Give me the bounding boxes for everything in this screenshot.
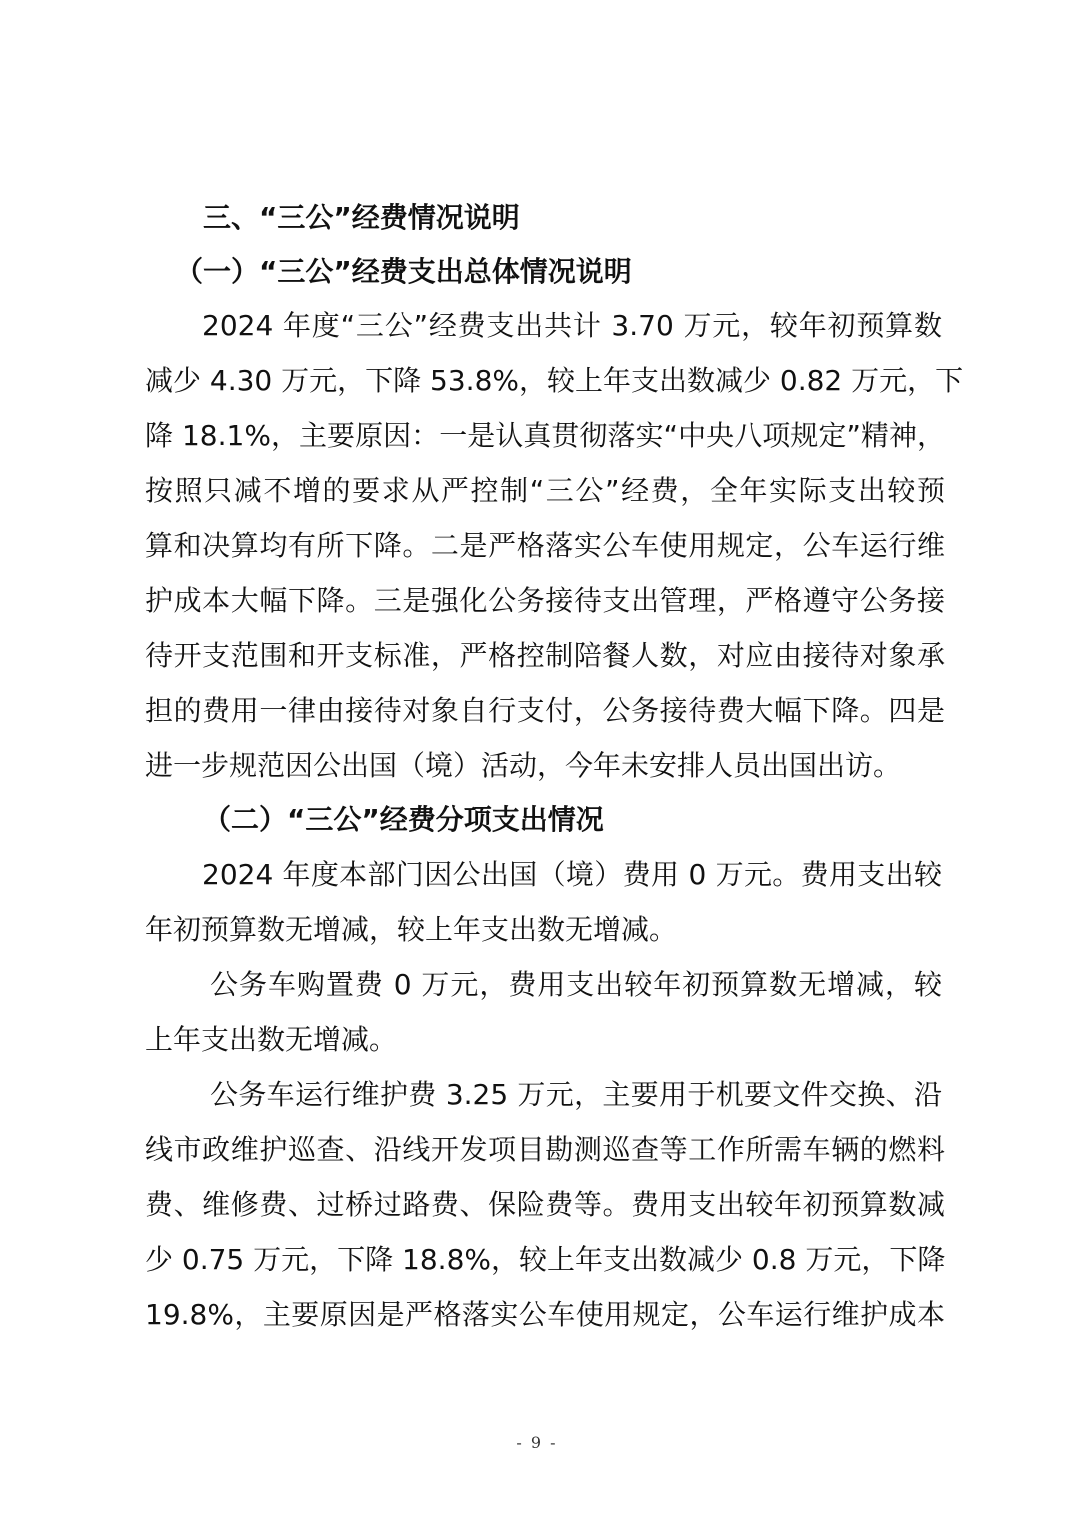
subsection-heading-breakdown: （二）“三公”经费分项支出情况 <box>203 803 604 836</box>
para4-line-3: 费、维修费、过桥过路费、保险费等。费用支出较年初预算数减 <box>145 1188 945 1221</box>
para1-line-4: 按照只减不增的要求从严控制“三公”经费，全年实际支出较预 <box>145 474 945 507</box>
para1-line-2: 减少 4.30 万元，下降 53.8%，较上年支出数减少 0.82 万元，下 <box>145 364 964 397</box>
page-number: - 9 - <box>516 1433 558 1452</box>
para4-line-4: 少 0.75 万元，下降 18.8%，较上年支出数减少 0.8 万元，下降 <box>145 1243 946 1276</box>
para1-line-6: 护成本大幅下降。三是强化公务接待支出管理，严格遵守公务接 <box>145 584 945 617</box>
para1-line-1: 2024 年度“三公”经费支出共计 3.70 万元，较年初预算数 <box>202 309 942 342</box>
para1-line-9: 进一步规范因公出国（境）活动，今年未安排人员出国出访。 <box>145 749 902 782</box>
para4-line-5: 19.8%，主要原因是严格落实公车使用规定，公车运行维护成本 <box>145 1298 945 1331</box>
para1-line-5: 算和决算均有所下降。二是严格落实公车使用规定，公车运行维 <box>145 529 945 562</box>
para1-line-7: 待开支范围和开支标准，严格控制陪餐人数，对应由接待对象承 <box>145 639 945 672</box>
para2-line-2: 年初预算数无增减，较上年支出数无增减。 <box>145 913 678 946</box>
para4-line-2: 线市政维护巡查、沿线开发项目勘测巡查等工作所需车辆的燃料 <box>145 1133 945 1166</box>
para2-line-1: 2024 年度本部门因公出国（境）费用 0 万元。费用支出较 <box>202 858 942 891</box>
section-heading: 三、“三公”经费情况说明 <box>203 201 520 234</box>
subsection-heading-overview: （一）“三公”经费支出总体情况说明 <box>175 255 632 288</box>
para1-line-3: 降 18.1%，主要原因：一是认真贯彻落实“中央八项规定”精神， <box>145 419 945 452</box>
para4-line-1: 公务车运行维护费 3.25 万元，主要用于机要文件交换、沿 <box>210 1078 942 1111</box>
para1-line-8: 担的费用一律由接待对象自行支付，公务接待费大幅下降。四是 <box>145 694 945 727</box>
para3-line-2: 上年支出数无增减。 <box>145 1023 398 1056</box>
para3-line-1: 公务车购置费 0 万元，费用支出较年初预算数无增减，较 <box>210 968 942 1001</box>
